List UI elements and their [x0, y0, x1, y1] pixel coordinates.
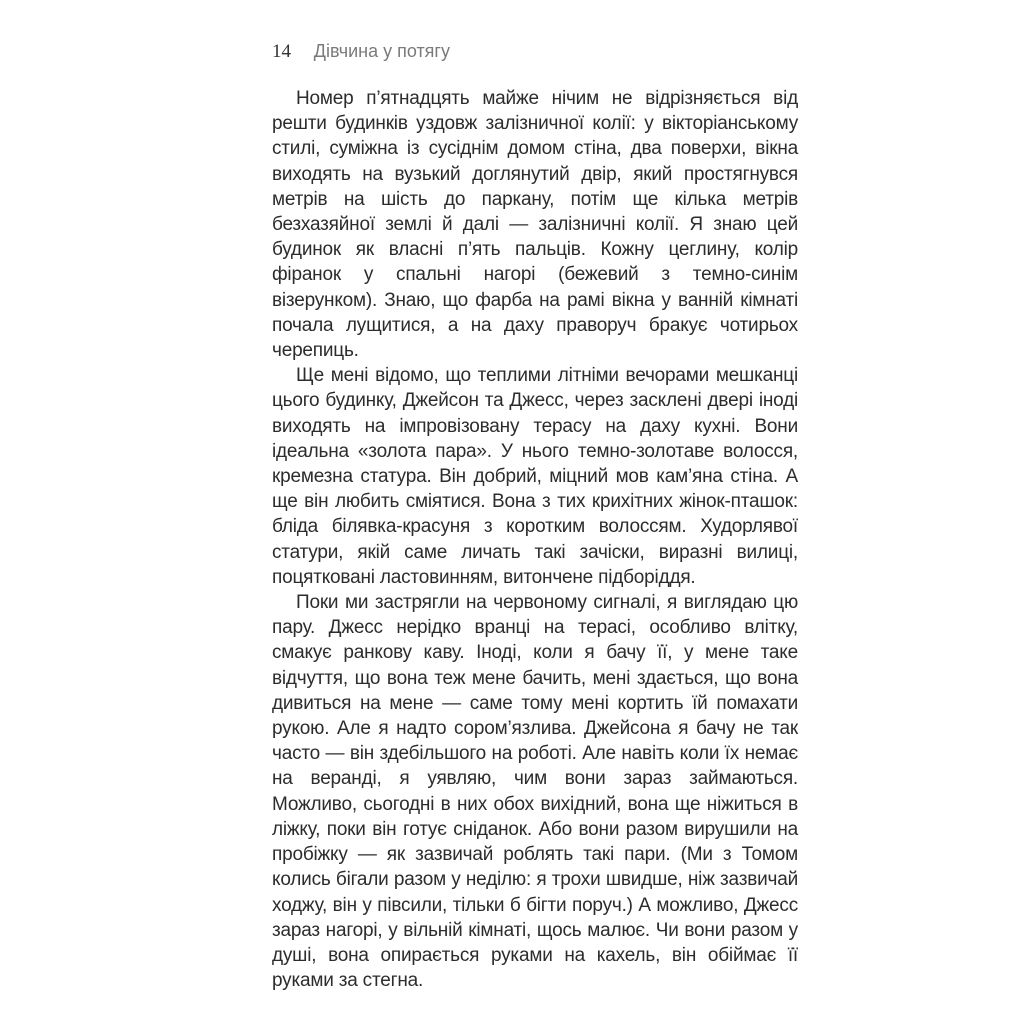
paragraph-3: Поки ми застрягли на червоному сигналі, я виглядаю цю пару. Джесс нерідко вранці на терасі, особливо влітку, смакує ранкову каву. Іноді, коли я бачу її, у мене таке відчуття, що вона теж мене бачить, мені здається, що вона дивиться на мене — саме тому мені кортить їй помахати рукою. Але я надто сором’язлива. Джейсона я бачу не так часто — він здебільшого на роботі. Але навіть коли їх немає на веранді, я уявляю, чим вони зараз займаються. Можливо, сьогодні в них обох вихідний, вона ще ніжиться в ліжку, поки він готує сніданок. Або вони разом вирушили на пробіжку — як зазвичай роблять такі пари. (Ми з Томом колись бігали разом у неділю: я трохи швидше, ніж зазвичай ходжу, він у півсили, тільки б бігти поруч.) А можливо, Джесс зараз нагорі, у вільній кімнаті, щось малює. Чи вони разом у душі, вона опирається руками на кахель, він обіймає її руками за стегна. — [272, 592, 798, 992]
running-head — [272, 36, 798, 66]
page-number: 14 — [272, 41, 291, 62]
book-title: Дівчина у потягу — [313, 41, 450, 61]
paragraph-2: Ще мені відомо, що теплими літніми вечорами мешканці цього будинку, Джейсон та Джесс, через засклені двері іноді виходять на імпровізовану терасу на даху кухні. Вони ідеальна «золота пара». У нього темно-золотаве волосся, кремезна статура. Він добрий, міцний мов кам’яна стіна. А ще він любить сміятися. Вона з тих крихітних жінок-пташок: бліда білявка-красуня з коротким волоссям. Худорлявої статури, якій саме личать такі зачіски, виразні вилиці, поцятковані ластовинням, витончене підборіддя. — [272, 365, 798, 588]
paragraph-1: Номер п’ятнадцять майже нічим не відрізняється від решти будинків уздовж залізничної колії: у вікторіанському стилі, суміжна із сусіднім домом стіна, два поверхи, вікна виходять на вузький доглянутий двір, який простягнувся метрів на шість до паркану, потім ще кілька метрів безхазяйної землі й далі — залізничні колії. Я знаю цей будинок як власні п’ять пальців. Кожну цеглину, колір фіранок у спальні нагорі (бежевий з темно-синім візерунком). Знаю, що фарба на рамі вікна у ванній кімнаті почала лущитися, а на даху праворуч бракує чотирьох черепиць. — [272, 88, 798, 362]
body-text — [272, 86, 798, 993]
book-page — [272, 36, 798, 1006]
